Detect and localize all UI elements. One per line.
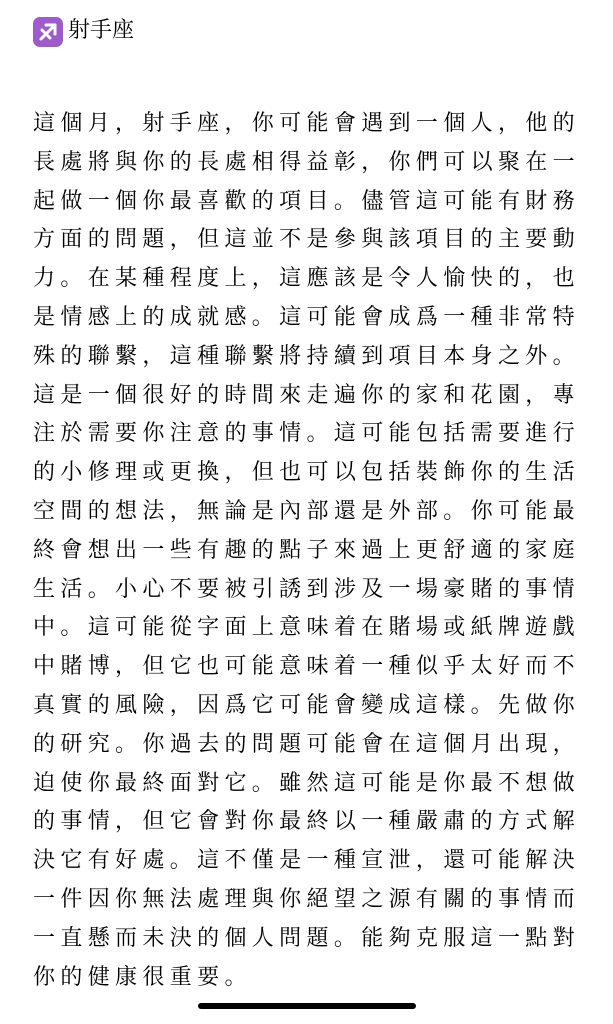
text-line: 起做一個你最喜歡的項目。儘管這可能有財務 [33, 188, 581, 214]
horoscope-text [33, 105, 593, 997]
home-indicator[interactable] [198, 1003, 416, 1009]
text-line: 的事情，但它會對你最終以一種嚴肅的方式解 [33, 809, 581, 835]
text-line: 注於需要你注意的事情。這可能包括需要進行 [33, 421, 581, 447]
header [0, 0, 613, 60]
text-line: 中。這可能從字面上意味着在賭場或紙牌遊戲 [33, 615, 581, 641]
text-line: 終會想出一些有趣的點子來過上更舒適的家庭 [33, 537, 581, 563]
text-line: 中賭博，但它也可能意味着一種似乎太好而不 [33, 654, 581, 680]
text-line: 長處將與你的長處相得益彰，你們可以聚在一 [33, 149, 581, 175]
sagittarius-icon [33, 17, 63, 47]
text-line: 空間的想法，無論是內部還是外部。你可能最 [33, 498, 581, 524]
text-line: 一件因你無法處理與你絕望之源有關的事情而 [33, 886, 581, 912]
text-line: 真實的風險，因爲它可能會變成這樣。先做你 [33, 692, 581, 718]
text-line: 方面的問題，但這並不是參與該項目的主要動 [33, 227, 581, 253]
text-line: 你的健康很重要。 [33, 964, 252, 990]
text-line: 一直懸而未決的個人問題。能夠克服這一點對 [33, 925, 581, 951]
text-line: 力。在某種程度上，這應該是令人愉快的，也 [33, 266, 581, 292]
text-line: 生活。小心不要被引誘到涉及一場豪賭的事情 [33, 576, 581, 602]
text-line: 迫使你最終面對它。雖然這可能是你最不想做 [33, 770, 581, 796]
text-line: 這是一個很好的時間來走遍你的家和花園，專 [33, 382, 581, 408]
text-line: 是情感上的成就感。這可能會成爲一種非常特 [33, 304, 581, 330]
text-line: 的研究。你過去的問題可能會在這個月出現， [33, 731, 581, 757]
text-line: 殊的聯繫，這種聯繫將持續到項目本身之外。 [33, 343, 581, 369]
text-line: 這個月，射手座，你可能會遇到一個人，他的 [33, 111, 581, 136]
text-line: 決它有好處。這不僅是一種宣泄，還可能解決 [33, 848, 581, 874]
page-title: 射手座 [68, 18, 135, 43]
text-line: 的小修理或更換，但也可以包括裝飾你的生活 [33, 460, 581, 486]
